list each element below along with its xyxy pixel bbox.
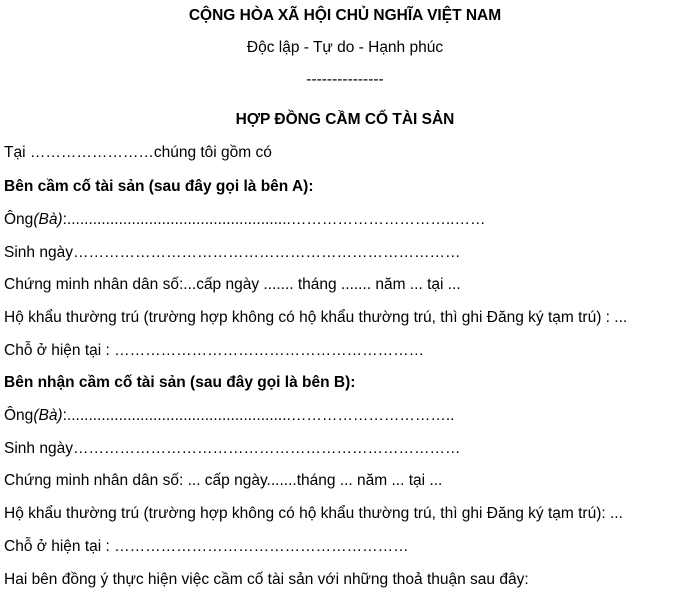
party-a-name-rest: :....................................................…………………………..…… — [62, 211, 486, 228]
party-b-id: Chứng minh nhân dân số: ... cấp ngày.......tháng ... năm ... tại ... — [4, 472, 443, 489]
agreement-line: Hai bên đồng ý thực hiện việc cầm cố tài sản với những thoả thuận sau đây: — [4, 571, 529, 588]
party-b-name-prefix: Ông — [4, 407, 34, 424]
header-divider: --------------- — [306, 71, 384, 88]
party-a-dob: Sinh ngày………………………………………………………………… — [4, 244, 461, 261]
party-b-residence: Hộ khẩu thường trú (trường hợp không có hộ khẩu thường trú, thì ghi Đăng ký tạm trú): ... — [4, 505, 623, 522]
party-a-name-italic: (Bà) — [33, 211, 63, 228]
party-b-address: Chỗ ở hiện tại : ………………………………………………… — [4, 538, 409, 555]
document-title: HỢP ĐỒNG CẦM CỐ TÀI SẢN — [235, 111, 455, 128]
country-header: CỘNG HÒA XÃ HỘI CHỦ NGHĨA VIỆT NAM — [188, 7, 502, 24]
motto: Độc lập - Tự do - Hạnh phúc — [246, 39, 444, 56]
intro-line: Tại ……………………chúng tôi gồm có — [4, 144, 272, 161]
party-a-residence: Hộ khẩu thường trú (trường hợp không có hộ khẩu thường trú, thì ghi Đăng ký tạm trú) : ... — [4, 309, 628, 326]
party-b-heading: Bên nhận cầm cố tài sản (sau đây gọi là bên B): — [4, 374, 356, 391]
party-b-name-rest: :....................................................………………………….. — [62, 407, 455, 424]
party-b-dob: Sinh ngày………………………………………………………………… — [4, 440, 461, 457]
party-a-heading: Bên cầm cố tài sản (sau đây gọi là bên A): — [4, 178, 314, 195]
party-a-name-prefix: Ông — [4, 211, 34, 228]
party-a-id: Chứng minh nhân dân số:...cấp ngày ....... tháng ....... năm ... tại ... — [4, 276, 461, 293]
party-a-name-line — [4, 210, 485, 230]
party-a-address: Chỗ ở hiện tại : …………………………………………………… — [4, 342, 425, 359]
party-b-name-italic: (Bà) — [33, 407, 63, 424]
party-b-name-line — [4, 406, 454, 426]
